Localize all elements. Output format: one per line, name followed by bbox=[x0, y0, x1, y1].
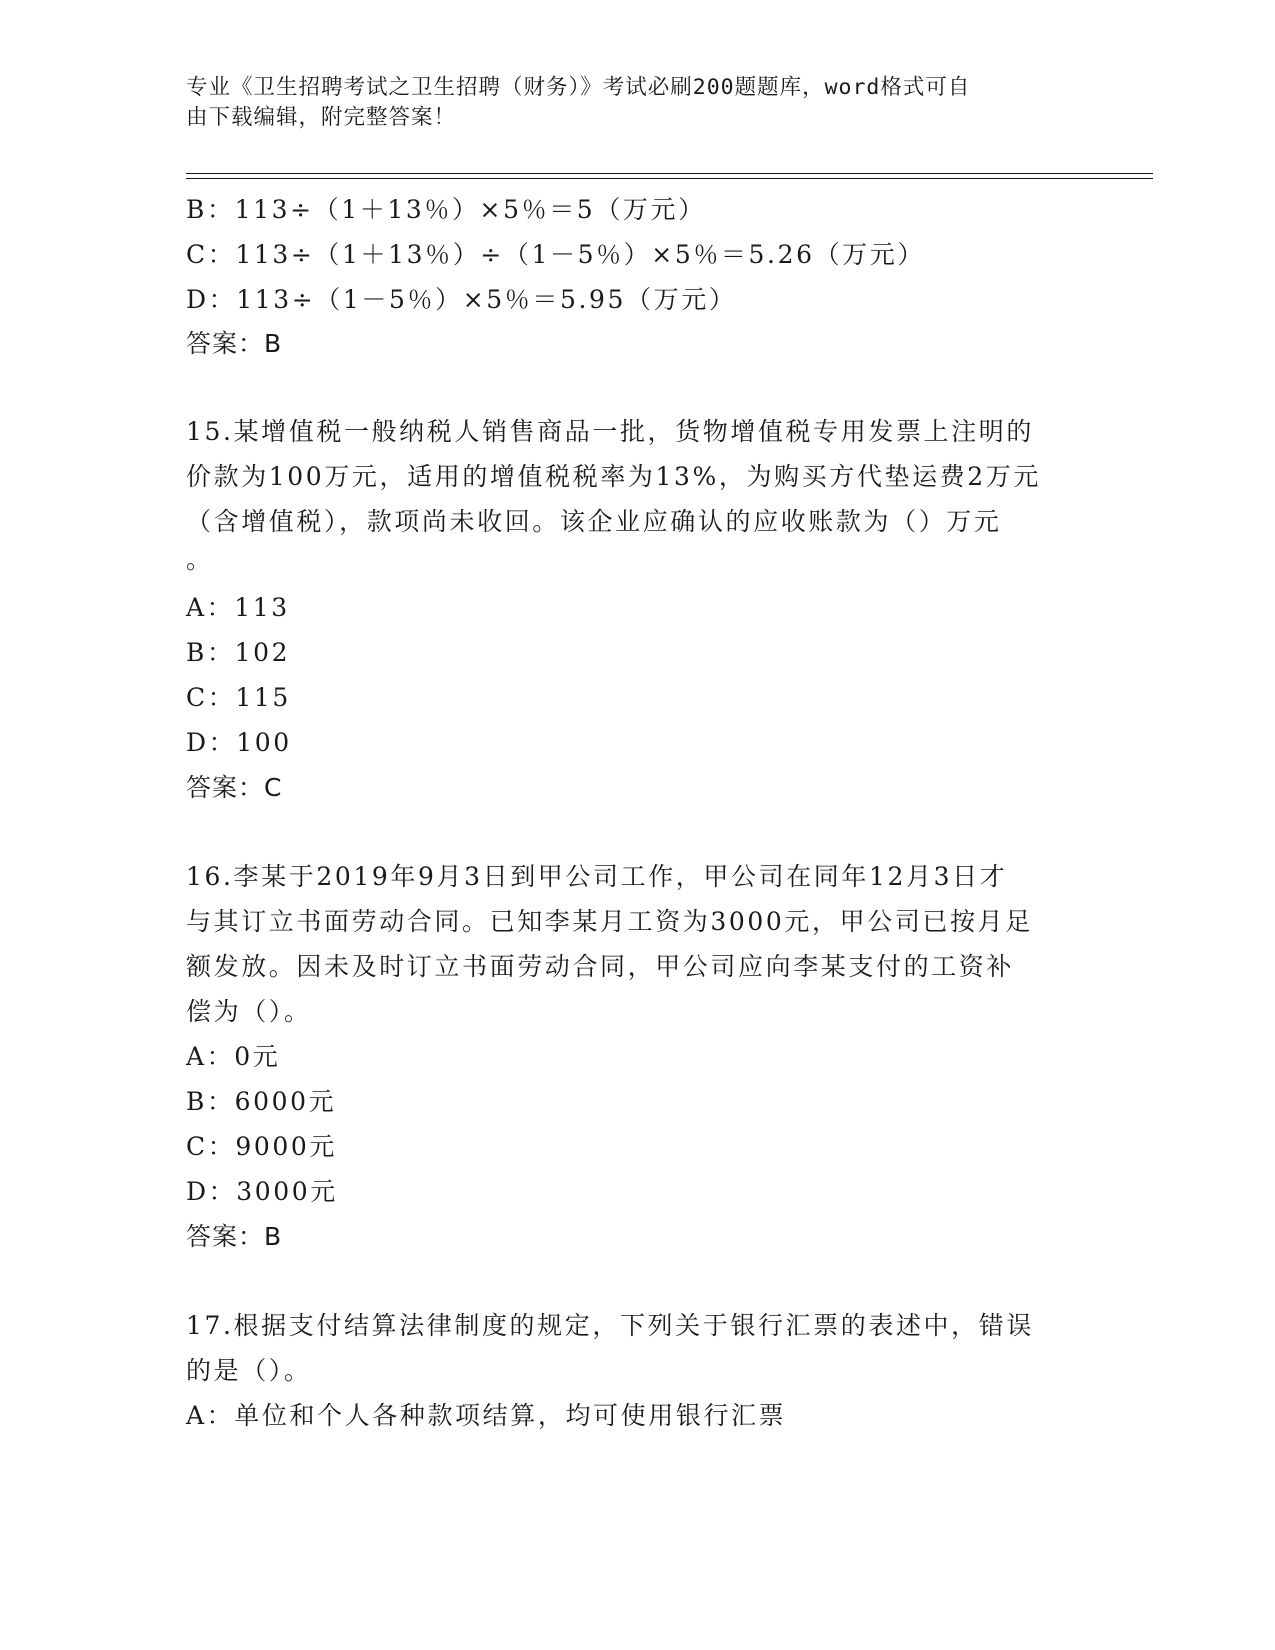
q15-option-b: B：102 bbox=[186, 638, 291, 667]
header-line-1: 专业《卫生招聘考试之卫生招聘（财务）》考试必刷200题题库，word格式可自 bbox=[186, 75, 971, 100]
q17-option-a: A：单位和个人各种款项结算，均可使用银行汇票 bbox=[186, 1401, 787, 1430]
q16-stem-line-3: 额发放。因未及时订立书面劳动合同，甲公司应向李某支付的工资补 bbox=[186, 952, 1015, 981]
q15-option-c: C：115 bbox=[186, 683, 291, 712]
document-header bbox=[186, 73, 1076, 133]
header-line-2: 由下载编辑，附完整答案！ bbox=[186, 105, 457, 130]
q16-answer: 答案：B bbox=[186, 1222, 283, 1251]
q15-stem-line-2: 价款为100万元，适用的增值税税率为13%，为购买方代垫运费2万元 bbox=[186, 462, 1041, 491]
q15-stem-line-4: 。 bbox=[186, 545, 214, 574]
q14-option-c: C：113÷（1＋13％）÷（1－5％）×5％＝5.26（万元） bbox=[186, 240, 925, 269]
q17-stem-line-1: 17.根据支付结算法律制度的规定，下列关于银行汇票的表述中，错误 bbox=[186, 1311, 1034, 1340]
q16-option-a: A：0元 bbox=[186, 1042, 281, 1071]
q15-answer: 答案：C bbox=[186, 773, 283, 802]
header-rule-top bbox=[186, 173, 1153, 174]
header-rule-bottom bbox=[186, 178, 1153, 179]
q16-option-b: B：6000元 bbox=[186, 1087, 337, 1116]
q15-stem-line-3: （含增值税），款项尚未收回。该企业应确认的应收账款为（）万元 bbox=[186, 507, 1002, 536]
q17-stem-line-2: 的是（）。 bbox=[186, 1356, 312, 1385]
q15-stem-line-1: 15.某增值税一般纳税人销售商品一批，货物增值税专用发票上注明的 bbox=[186, 417, 1034, 446]
q16-stem-line-2: 与其订立书面劳动合同。已知李某月工资为3000元，甲公司已按月足 bbox=[186, 907, 1033, 936]
q16-option-d: D：3000元 bbox=[186, 1177, 338, 1206]
q15-option-d: D：100 bbox=[186, 728, 292, 757]
q16-stem-line-4: 偿为（）。 bbox=[186, 997, 312, 1026]
q15-option-a: A：113 bbox=[186, 593, 290, 622]
q16-stem-line-1: 16.李某于2019年9月3日到甲公司工作，甲公司在同年12月3日才 bbox=[186, 862, 1008, 891]
q14-option-d: D：113÷（1－5％）×5％＝5.95（万元） bbox=[186, 285, 737, 314]
q14-option-b: B：113÷（1＋13％）×5％＝5（万元） bbox=[186, 195, 706, 224]
q14-answer: 答案：B bbox=[186, 329, 283, 358]
q16-option-c: C：9000元 bbox=[186, 1132, 337, 1161]
